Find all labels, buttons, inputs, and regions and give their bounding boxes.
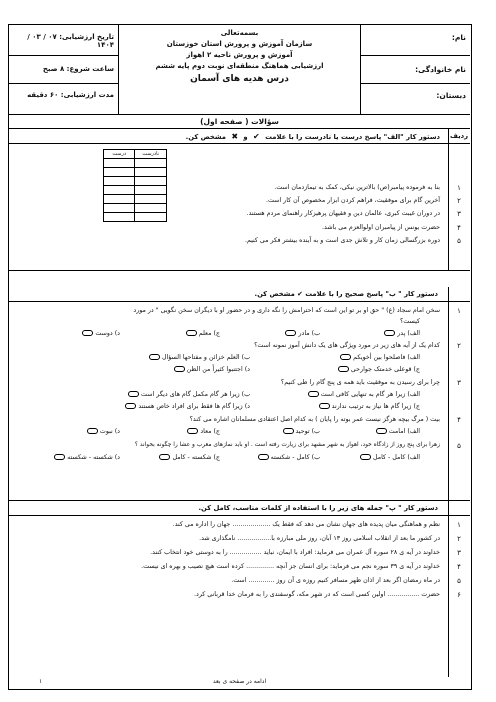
item-number: ۳ xyxy=(457,210,461,218)
tf-cell[interactable] xyxy=(135,186,167,195)
tf-cell[interactable] xyxy=(135,177,167,186)
col-false: نادرست xyxy=(135,150,167,159)
continue-note: ادامه در صفحه ی بعد xyxy=(212,678,267,685)
question-text: سخن امام سجاد (ع) " حق او بر تو این است که احترامش را نگه داری و در حضور او با دیگران سخن نگویی " در مورد xyxy=(133,307,440,314)
exam-sheet xyxy=(8,24,472,690)
date-label: تاریخ ارزشیابی: ۰۷ / ۰۳ / ۱۴۰۴ xyxy=(27,33,114,49)
item-number: ۴ xyxy=(457,563,461,571)
col-true: درست xyxy=(104,150,135,159)
exam-header xyxy=(9,25,470,115)
school-label: دبستان: xyxy=(436,91,466,100)
option[interactable]: د) دوست xyxy=(82,330,120,337)
question-text: چرا برای رسیدن به موفقیت باید همه ی پنج گام را طی کنیم؟ xyxy=(280,379,440,386)
option[interactable]: ج) زیرا گام ها نیاز به ترتیب ندارند xyxy=(319,403,420,410)
bismillah: بسمه‌تعالی xyxy=(220,29,259,37)
tf-item: در دوران غیبت کبری، عالمان دین و فقیهان پرهیزکار راهنمای مردم هستند. xyxy=(246,210,440,217)
fill-item: خداوند در آیه ی ۲۸ سوره آل عمران می فرماید: افراد با ایمان، نباید ................ را به دوستی خود انتخاب کنند. xyxy=(150,549,440,556)
option[interactable]: الف) امامت xyxy=(376,428,420,435)
question-text: زهرا برای پنج روز از زادگاه خود، اهواز به شهر مشهد برای زیارت رفته است . او باید نمازهای مغرب و عشا را چگونه بخواند ؟ xyxy=(134,442,440,448)
questions-title: سؤالات ( صفحه اول) xyxy=(9,115,470,129)
item-number: ۱ xyxy=(457,521,461,529)
section-a-instruction-end: مشخص کن. xyxy=(185,133,226,141)
question-text: کیست؟ xyxy=(399,318,420,325)
tf-cell[interactable] xyxy=(104,186,135,195)
section-a-instruction: دستور کار "الف" پاسخ درست یا نادرست را با علامت xyxy=(265,133,440,141)
true-false-table xyxy=(103,149,167,222)
tf-item: بنا به فرموده پیامبر(ص) بالاترین نیکی، کمک به تیمازدمان است. xyxy=(274,184,440,191)
page-number: ۱ xyxy=(39,678,43,685)
tf-cell[interactable] xyxy=(104,168,135,177)
section-a-header xyxy=(9,129,470,144)
tf-item: دوره بزرگسالی زمان کار و تلاش جدی است و به آینده بیشتر فکر می کنیم. xyxy=(244,237,440,244)
start-time-label: ساعت شروع: ۸ صبح xyxy=(42,65,114,73)
tf-cell[interactable] xyxy=(135,204,167,213)
item-number: ۶ xyxy=(457,591,461,599)
tf-cell[interactable] xyxy=(104,213,135,222)
option[interactable]: ب) زیرا هر گام مکمل گام های دیگر است xyxy=(128,391,250,398)
item-number: ۲ xyxy=(457,535,461,543)
option[interactable]: الف) کامل - کامل xyxy=(360,454,420,461)
cross-icon: ✖ xyxy=(231,132,239,141)
question-number: ۲ xyxy=(457,342,461,350)
fill-item: در ماه رمضان اگر بعد از اذان ظهر مسافر کنیم روزه ی آن روز ............. است. xyxy=(231,577,440,584)
tf-cell[interactable] xyxy=(104,195,135,204)
exam-line: ارزشیابی هماهنگ منطقه‌ای نوبت دوم پایه ششم xyxy=(155,62,324,70)
option[interactable]: ج) شکسته - کامل xyxy=(159,454,220,461)
option[interactable]: ب) کامل - شکسته xyxy=(258,454,320,461)
tf-cell[interactable] xyxy=(104,177,135,186)
student-info xyxy=(360,25,470,115)
option[interactable]: ج) معلم xyxy=(186,330,220,337)
tf-cell[interactable] xyxy=(135,159,167,168)
lesson-title: درس هدیه های آسمان xyxy=(190,74,289,84)
section-multiple-choice xyxy=(9,287,470,501)
fill-item: نظم و هماهنگی میان پدیده های جهان نشان می دهد که فقط یک ................... جهان را اداره می کند. xyxy=(172,521,440,528)
name-label: نام: xyxy=(451,33,466,42)
option[interactable]: د) زیرا گام ها فقط برای افراد خاص هستند xyxy=(125,403,250,410)
option[interactable]: الف) فاصلحوا بین أخویکم xyxy=(340,354,420,361)
duration-label: مدت ارزشیابی: ۶۰ دقیقه xyxy=(27,91,114,99)
option[interactable]: ب) مادر xyxy=(285,330,320,337)
question-text: بیت ( مرگ بیچه هرگز نیست عمر بوته را پایان ) به کدام اصل اعتقادی مسلمانان اشاره می کند؟ xyxy=(189,416,440,423)
fill-item: خداوند در آیه ی ۳۹ سوره نجم می فرماید: برای انسان جز آنچه .............. کرده است هیچ نصیب و بهره ای نیست. xyxy=(141,563,440,570)
tf-cell[interactable] xyxy=(104,159,135,168)
tf-cell[interactable] xyxy=(135,195,167,204)
fill-item: حضرت ................ اولین کسی است که در شهر مکه، گوسفندی را به فرمان خدا قربانی کرد. xyxy=(194,591,440,598)
question-text: کدام یک از آیه های زیر در مورد ویژگی های یک دانش آموز نمونه است؟ xyxy=(254,342,440,349)
org-line-1: سازمان آموزش و پرورش استان خوزستان xyxy=(166,40,313,48)
page-footer xyxy=(9,675,470,689)
item-number: ۴ xyxy=(457,224,461,232)
section-fill-blank xyxy=(9,501,470,677)
section-c-header: دستور کار " پ" جمله های زیر را با استفاده از کلمات مناسب، کامل کن. xyxy=(9,501,470,516)
tf-item: آخرین گام برای موفقیت، فراهم کردن ابزار مخصوص آن کار است. xyxy=(265,197,440,204)
option[interactable]: الف) زیرا هر گام به تنهایی کافی است xyxy=(308,391,420,398)
exam-title-block xyxy=(119,25,360,115)
option[interactable]: ب) العلم خزائن و مفتاحها السؤال xyxy=(149,354,250,361)
tf-cell[interactable] xyxy=(135,213,167,222)
question-number: ۵ xyxy=(457,442,461,450)
fill-item: در کشور ما بعد از انقلاب اسلامی روز ۱۳ آبان، روز ملی مبارزه با................. نامگذاری شد. xyxy=(199,535,440,542)
tf-cell[interactable] xyxy=(135,168,167,177)
item-number: ۵ xyxy=(457,577,461,585)
family-label: نام خانوادگی: xyxy=(415,65,466,74)
tf-item: حضرت یونس از پیامبران اولوالعزم می باشد. xyxy=(322,224,440,231)
item-number: ۳ xyxy=(457,549,461,557)
section-a-and: و xyxy=(243,133,248,141)
option[interactable]: د) اجتنبوا کثیراً من الظن xyxy=(174,366,250,373)
exam-meta xyxy=(9,25,119,115)
org-line-2: آموزش و پرورش ناحیه ۲ اهواز xyxy=(186,51,293,59)
option[interactable]: ج) قوعلی خدمتک جوارحی xyxy=(338,366,420,373)
option[interactable]: د) شکسته - شکسته xyxy=(54,454,120,461)
section-true-false xyxy=(9,129,470,271)
option[interactable]: ب) توحید xyxy=(283,428,321,435)
option[interactable]: الف) پدر xyxy=(384,330,420,337)
option[interactable]: د) نبوت xyxy=(87,428,120,435)
question-number: ۳ xyxy=(457,379,461,387)
question-number: ۱ xyxy=(457,307,461,315)
option[interactable]: ج) معاد xyxy=(187,428,220,435)
section-b-header: دستور کار " ب" پاسخ صحیح را با علامت ✔ مشخص کن. xyxy=(9,287,470,302)
item-number: ۵ xyxy=(457,237,461,245)
item-number: ۲ xyxy=(457,197,461,205)
tf-cell[interactable] xyxy=(104,204,135,213)
question-number: ۴ xyxy=(457,416,461,424)
check-icon: ✔ xyxy=(253,132,260,141)
radif-label: ردیف xyxy=(449,132,469,140)
item-number: ۱ xyxy=(457,184,461,192)
